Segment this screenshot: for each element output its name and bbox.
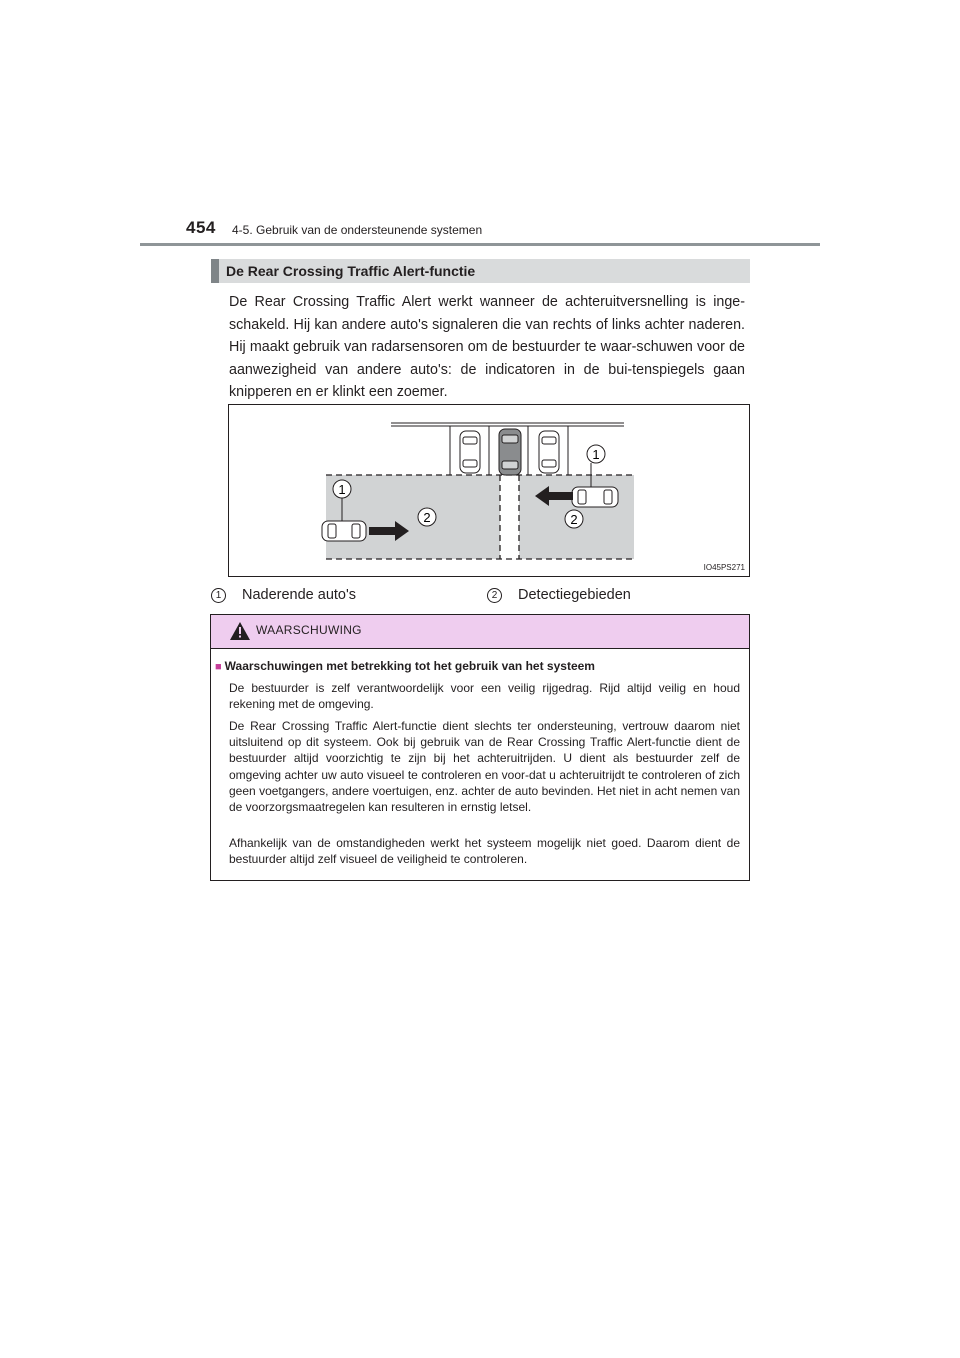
rcta-diagram-graphic	[229, 405, 749, 576]
legend-label-1: Naderende auto's	[242, 587, 357, 603]
parked-car-right	[539, 431, 559, 473]
approaching-car-right	[572, 487, 618, 507]
section-title: De Rear Crossing Traffic Alert-functie	[226, 263, 476, 279]
header-divider	[140, 243, 820, 246]
detection-area-left	[326, 475, 500, 559]
legend-label-2: Detectiegebieden	[518, 587, 631, 603]
reversing-car	[499, 429, 521, 475]
legend-item-2	[487, 587, 631, 603]
parked-car-left	[460, 431, 480, 473]
warning-title-text: Waarschuwingen met betrekking tot het gebruik van het systeem	[224, 659, 595, 673]
rcta-diagram	[228, 404, 750, 577]
callout-1-left	[333, 480, 351, 498]
running-header: 4-5. Gebruik van de ondersteunende systemen	[232, 223, 483, 237]
svg-text:1: 1	[592, 447, 600, 462]
legend-number-1: 1	[211, 588, 226, 603]
warning-paragraph-1: De bestuurder is zelf verantwoordelijk voor een veilig rijgedrag. Rijd altijd veilig en houd rekening met de omgeving.	[229, 681, 740, 712]
approaching-car-left	[322, 521, 366, 541]
warning-triangle-icon	[230, 622, 250, 640]
section-title-bar	[211, 259, 750, 283]
warning-box	[210, 614, 750, 881]
warning-bullet: ■	[215, 661, 222, 673]
section-title-accent	[211, 259, 219, 283]
legend-number-2: 2	[487, 588, 502, 603]
intro-paragraph: De Rear Crossing Traffic Alert werkt wanneer de achteruitversnelling is inge-schakeld. Hij kan andere auto's signaleren die van rechts of links achter naderen. Hij maakt gebruik van radarsensoren om de bestuurder te waar-schuwen voor de aanwezigheid van andere auto's: de indicatoren in de bui-tenspiegels gaan knipperen en er klinkt een zoemer.	[229, 294, 745, 401]
warning-label: WAARSCHUWING	[256, 623, 362, 637]
page-number: 454	[186, 218, 216, 237]
warning-header	[211, 615, 749, 649]
svg-text:2: 2	[423, 510, 431, 525]
warning-paragraph-3: Afhankelijk van de omstandigheden werkt het systeem mogelijk niet goed. Daarom dient de bestuurder altijd zelf visueel de veiligheid te controleren.	[229, 836, 740, 867]
callout-2-left	[418, 508, 436, 526]
callout-2-right	[565, 510, 583, 528]
svg-text:1: 1	[338, 482, 346, 497]
legend-item-1	[211, 587, 356, 603]
svg-text:2: 2	[570, 512, 578, 527]
callout-1-right	[587, 445, 605, 463]
warning-paragraph-2: De Rear Crossing Traffic Alert-functie dient slechts ter ondersteuning, vertrouw daarom niet uitsluitend op dit systeem. Ook bij gebruik van de Rear Crossing Traffic Alert-functie dient de bestuurder altijd voorzichtig te zijn bij het achteruitrijden. U dient als bestuurder zelf de omgeving achter uw auto visueel te controleren en voor-dat u achteruitrijdt te controleren of zich geen voetgangers, andere voertuigen, enz. achter de auto bevinden. Het niet in acht nemen van de voorzorgsmaatregelen kan resulteren in ernstig letsel.	[229, 719, 740, 815]
figure-id: IO45PS271	[703, 563, 745, 572]
warning-title	[215, 659, 595, 673]
